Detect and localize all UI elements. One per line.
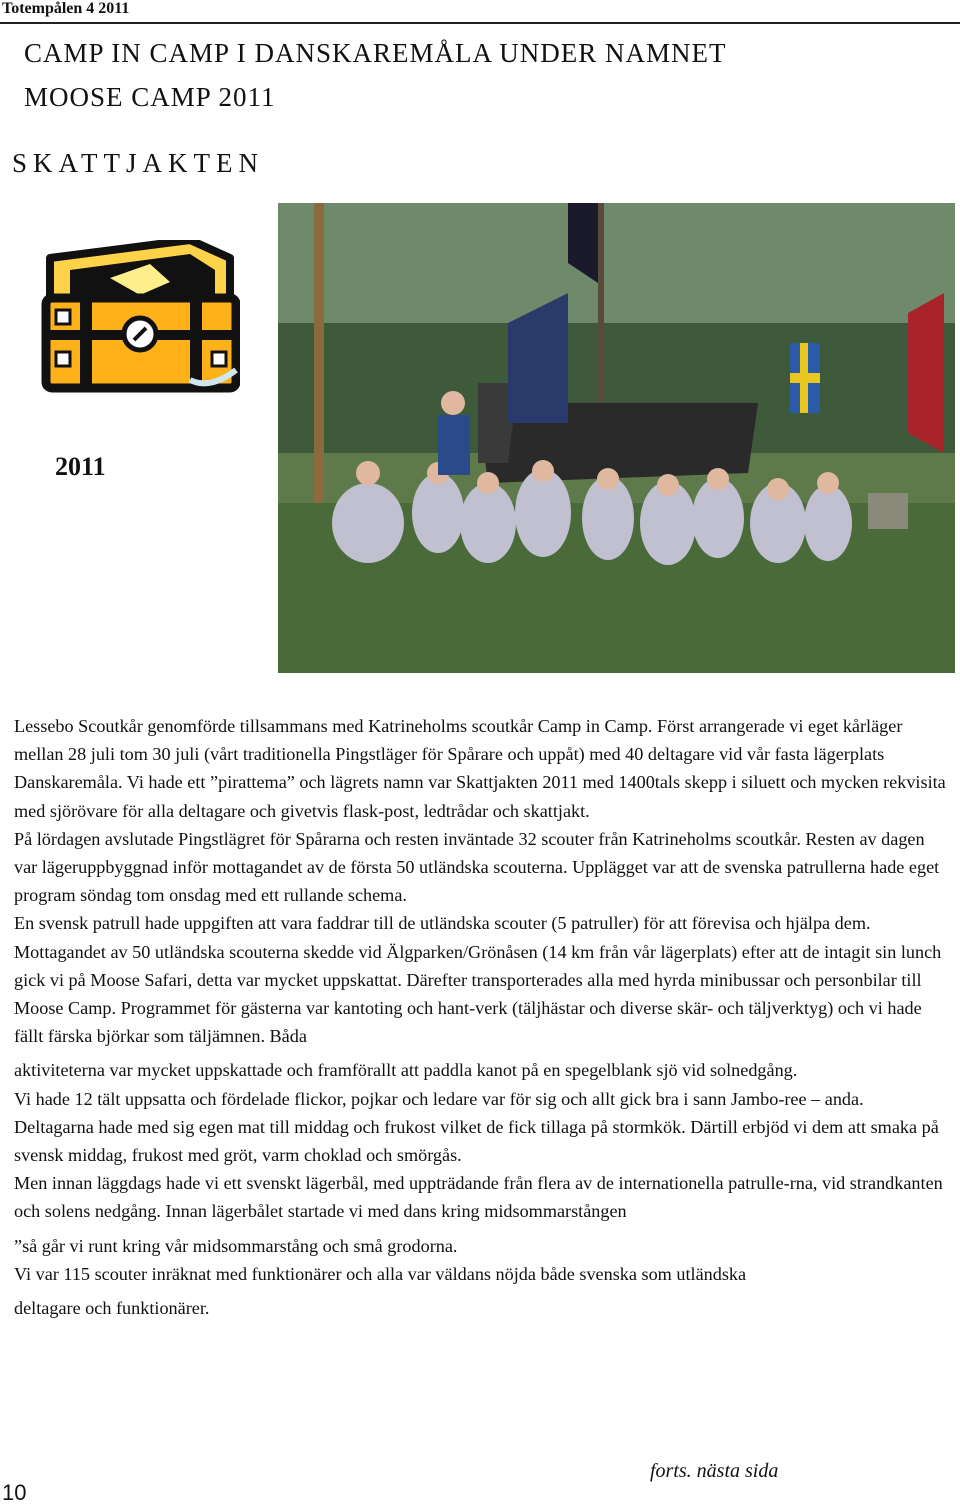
paragraph: ”så går vi runt kring vår midsommarstång och små grodorna.	[14, 1235, 458, 1256]
group-photo	[278, 203, 955, 673]
paragraph: En svensk patrull hade uppgiften att vara faddrar till de utländska scouter (5 patruller) för att förevisa och hjälpa dem.	[14, 913, 871, 934]
paragraph: Mottagandet av 50 utländska scouterna skedde vid Älgparken/Grönåsen (14 km från vår lägerplats) efter att de intagit sin lunch gick vi på Moose Safari, detta var mycket uppskattat. Därefter transporterades alla med hyrda minibussar och personbilar till Moose Camp. Programmet för gästerna var kantoting och hant-verk (täljhästar och diverse skär- och täljverktyg) och vi hade fällt färska björkar som täljämnen. Båda	[14, 941, 942, 1047]
article-title-line2: MOOSE CAMP 2011	[24, 82, 276, 112]
article-body	[14, 712, 946, 1322]
paragraph: Vi hade 12 tält uppsatta och fördelade flickor, pojkar och ledare var för sig och allt gick bra i sann Jambo-ree – anda.	[14, 1088, 864, 1109]
article-title-line1: CAMP IN CAMP I DANSKAREMÅLA UNDER NAMNET	[24, 38, 727, 68]
paragraph: Deltagarna hade med sig egen mat till middag och frukost vilket de fick tillaga på stormkök. Därtill erbjöd vi dem att smaka på svensk middag, frukost med gröt, varm choklad och smörgås.	[14, 1116, 939, 1166]
page-number: 10	[2, 1480, 27, 1505]
article-subtitle: SKATTJAKTEN	[12, 148, 264, 178]
paragraph: På lördagen avslutade Pingstlägret för Spårarna och resten inväntade 32 scouter från Katrineholms scoutkår. Resten av dagen var lägeruppbyggnad inför mottagandet av de första 50 utländska scouterna. Upplägget var att de svenska patrullerna hade eget program söndag tom onsdag med ett rullande schema.	[14, 828, 940, 906]
publication-title: Totempålen 4 2011	[2, 0, 130, 17]
treasure-chest-icon	[40, 240, 240, 400]
paragraph: Men innan läggdags hade vi ett svenskt lägerbål, med uppträdande från flera av de internationella patrulle-rna, vid strandkanten och solens nedgång. Innan lägerbålet startade vi med dans kring midsommarstången	[14, 1173, 943, 1222]
continued-note: forts. nästa sida	[650, 1460, 779, 1482]
paragraph: deltagare och funktionärer.	[14, 1298, 210, 1319]
paragraph: Lessebo Scoutkår genomförde tillsammans med Katrineholms scoutkår Camp in Camp. Först arrangerade vi eget kårläger mellan 28 juli tom 30 juli (vårt traditionella Pingstläger för Spårare och uppåt) med 40 deltagare vid vår fasta lägerplats Danskaremåla. Vi hade ett ”pirattema” och lägrets namn var Skattjakten 2011 med 1400tals skepp i siluett och mycken rekvisita med sjörövare för alla deltagare och givetvis flask-post, ledtrådar och skattjakt.	[14, 716, 946, 821]
year-label: 2011	[55, 452, 106, 481]
paragraph: aktiviteterna var mycket uppskattade och framförallt att paddla kanot på en spegelblank sjö vid solnedgång.	[14, 1060, 798, 1081]
paragraph: Vi var 115 scouter inräknat med funktionärer och alla var väldans nöjda både svenska som utländska	[14, 1263, 747, 1284]
page-header	[0, 0, 960, 24]
